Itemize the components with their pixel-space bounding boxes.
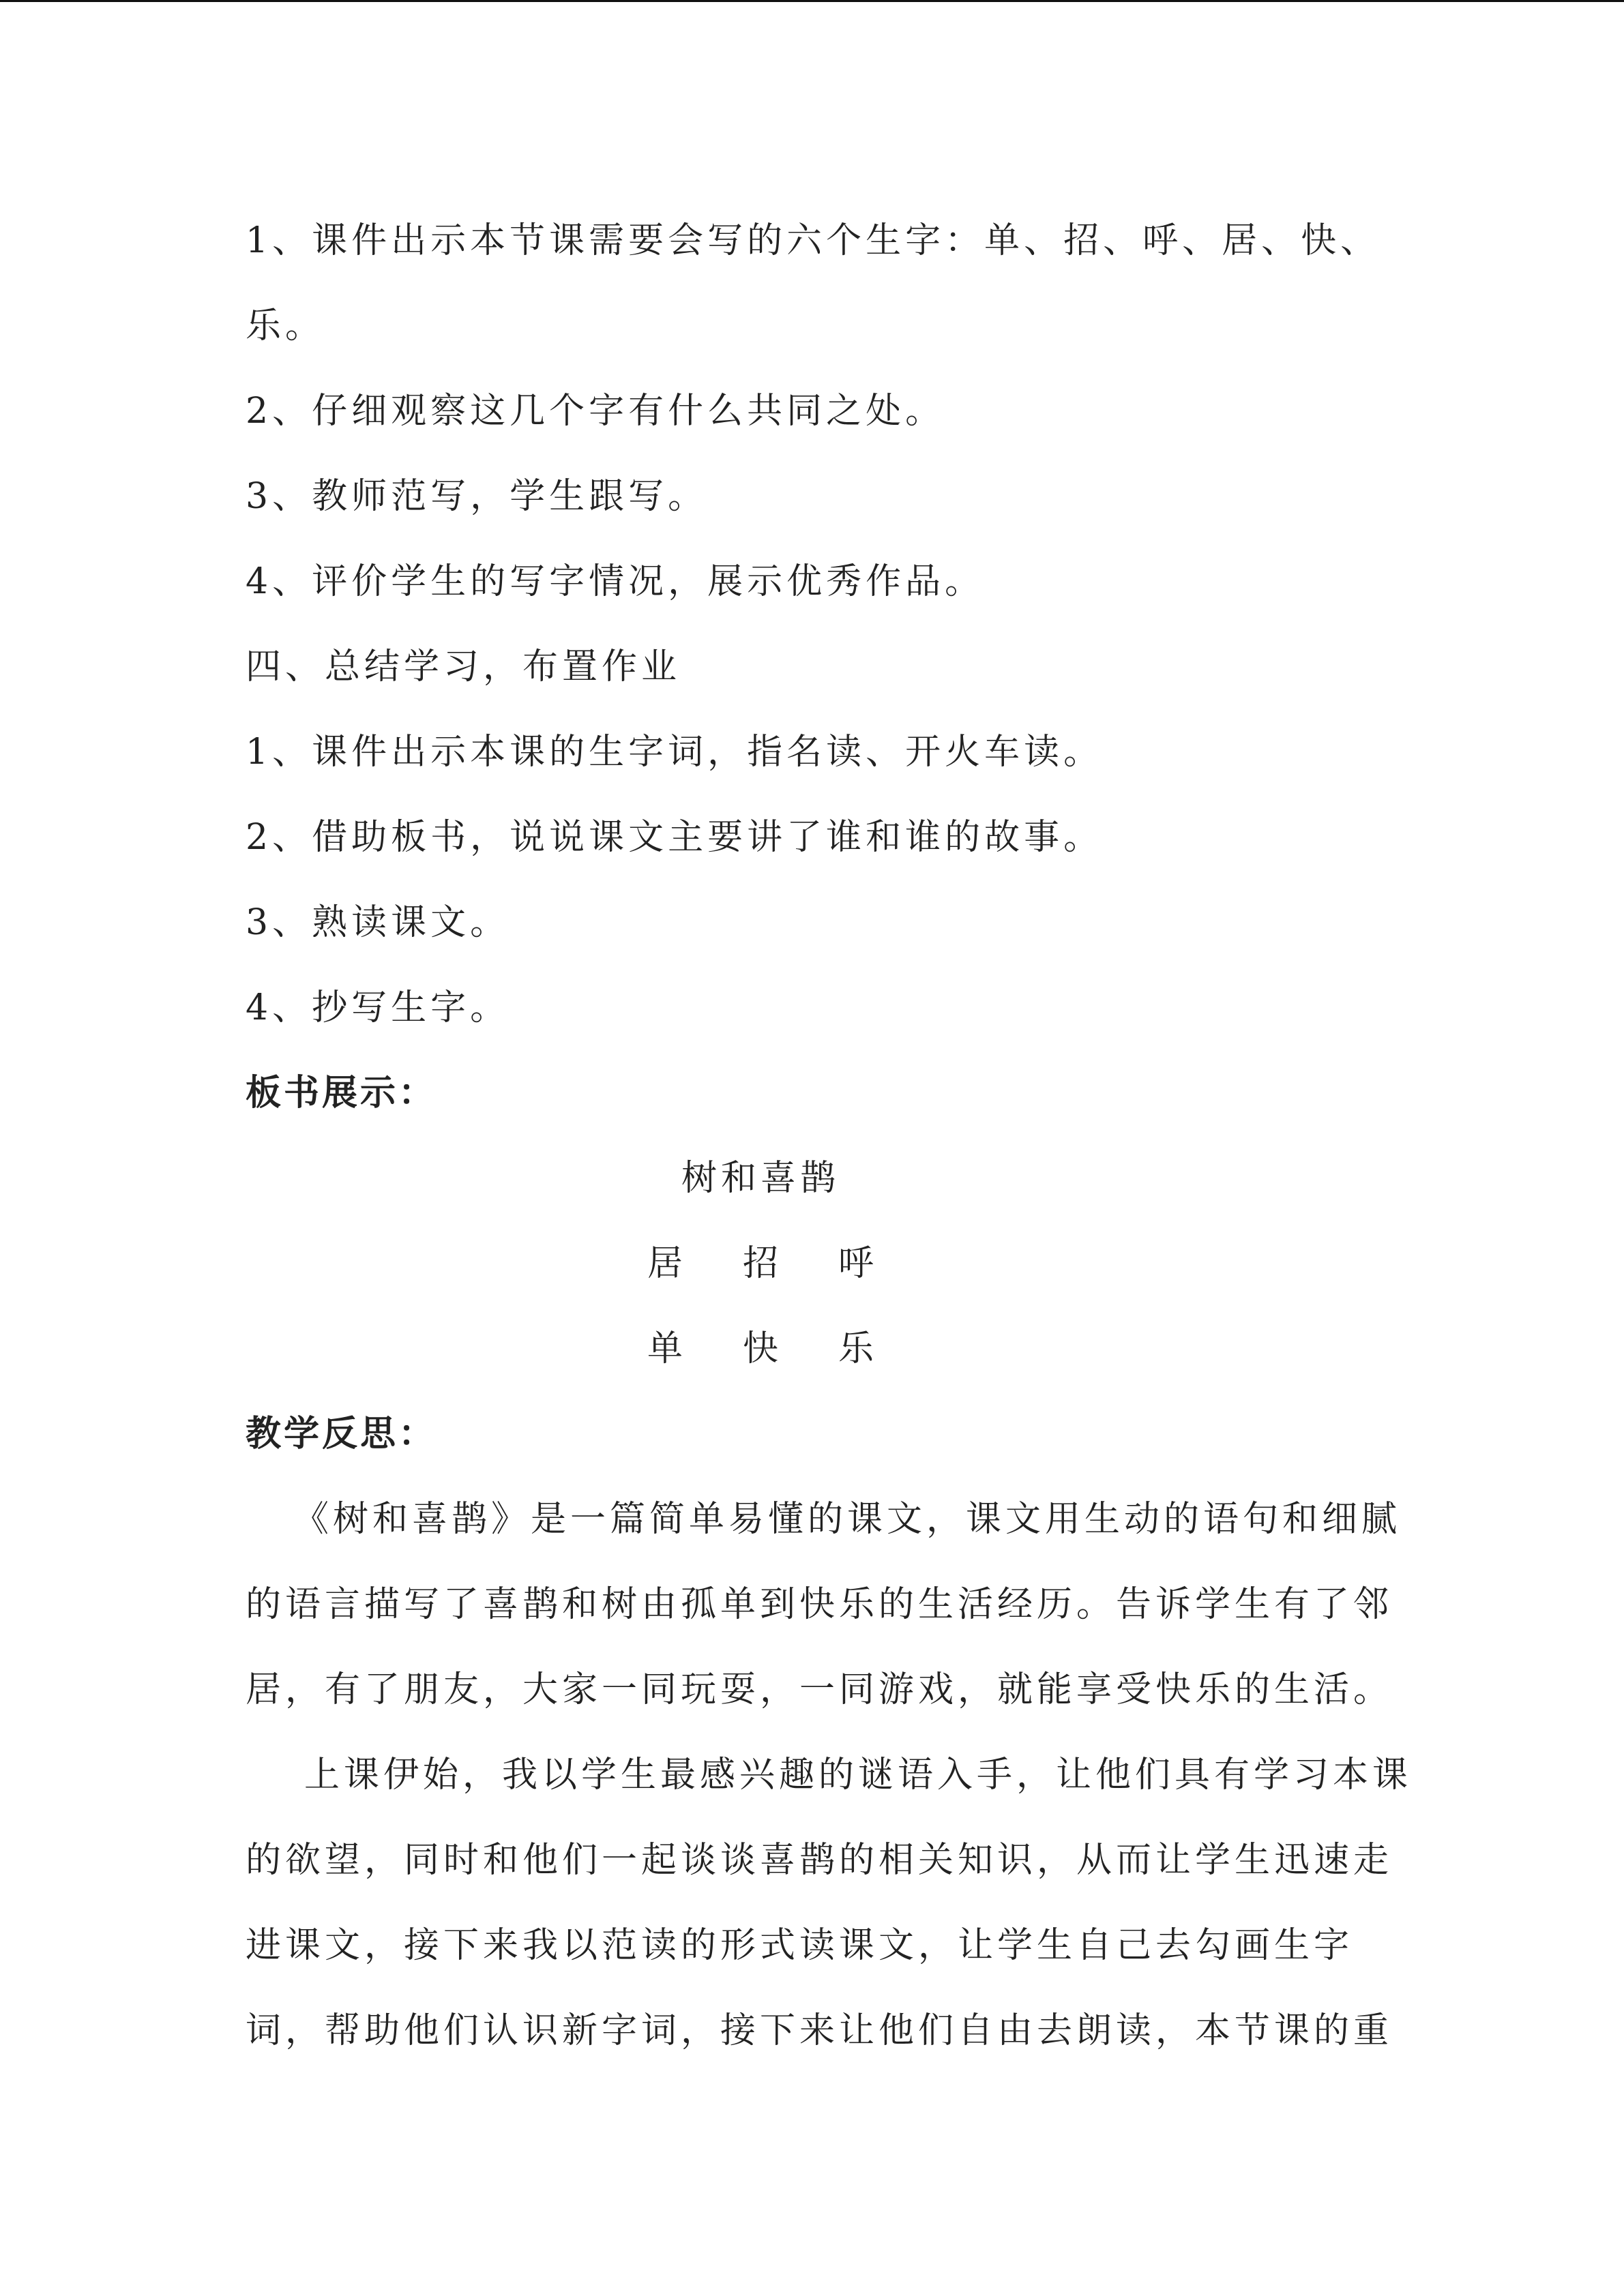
paragraph-line: 上课伊始，我以学生最感兴趣的谜语入手，让他们具有学习本课	[304, 1755, 1413, 1795]
text-line: 乐。	[246, 305, 325, 346]
paragraph-line: 《树和喜鹊》是一篇简单易懂的课文，课文用生动的语句和细腻	[293, 1499, 1402, 1540]
text-line: 4、抄写生字。	[246, 987, 510, 1028]
page-top-border	[0, 0, 1624, 2]
paragraph-line: 进课文，接下来我以范读的形式读课文，让学生自己去勾画生字	[246, 1925, 1354, 1966]
text-line: 4、评价学生的写字情况，展示优秀作品。	[246, 561, 985, 602]
board-char: 快	[743, 1328, 779, 1369]
paragraph-line: 居，有了朋友，大家一同玩耍，一同游戏，就能享受快乐的生活。	[246, 1669, 1393, 1710]
board-char: 呼	[838, 1243, 874, 1284]
paragraph-line: 的欲望，同时和他们一起谈谈喜鹊的相关知识，从而让学生迅速走	[246, 1840, 1393, 1881]
text-line: 2、借助板书，说说课文主要讲了谁和谁的故事。	[246, 817, 1104, 858]
board-heading: 板书展示：	[246, 1072, 437, 1114]
paragraph-line: 词，帮助他们认识新字词，接下来让他们自由去朗读，本节课的重	[246, 2010, 1393, 2051]
text-line: 1、课件出示本节课需要会写的六个生字：单、招、呼、居、快、	[246, 220, 1381, 261]
board-title: 树和喜鹊	[681, 1158, 840, 1199]
reflection-heading: 教学反思：	[246, 1413, 437, 1455]
board-char: 单	[647, 1328, 683, 1369]
text-line: 3、教师范写，学生跟写。	[246, 476, 708, 517]
text-line: 1、课件出示本课的生字词，指名读、开火车读。	[246, 732, 1104, 773]
board-char: 居	[647, 1243, 683, 1284]
text-line: 2、仔细观察这几个字有什么共同之处。	[246, 391, 945, 432]
paragraph-line: 的语言描写了喜鹊和树由孤单到快乐的生活经历。告诉学生有了邻	[246, 1584, 1393, 1625]
text-line: 3、熟读课文。	[246, 902, 510, 943]
section-heading: 四、总结学习，布置作业	[246, 646, 681, 687]
board-row-1	[246, 1240, 1275, 1287]
board-char: 招	[743, 1243, 779, 1284]
board-row-2	[246, 1325, 1275, 1373]
board-char: 乐	[838, 1328, 874, 1369]
